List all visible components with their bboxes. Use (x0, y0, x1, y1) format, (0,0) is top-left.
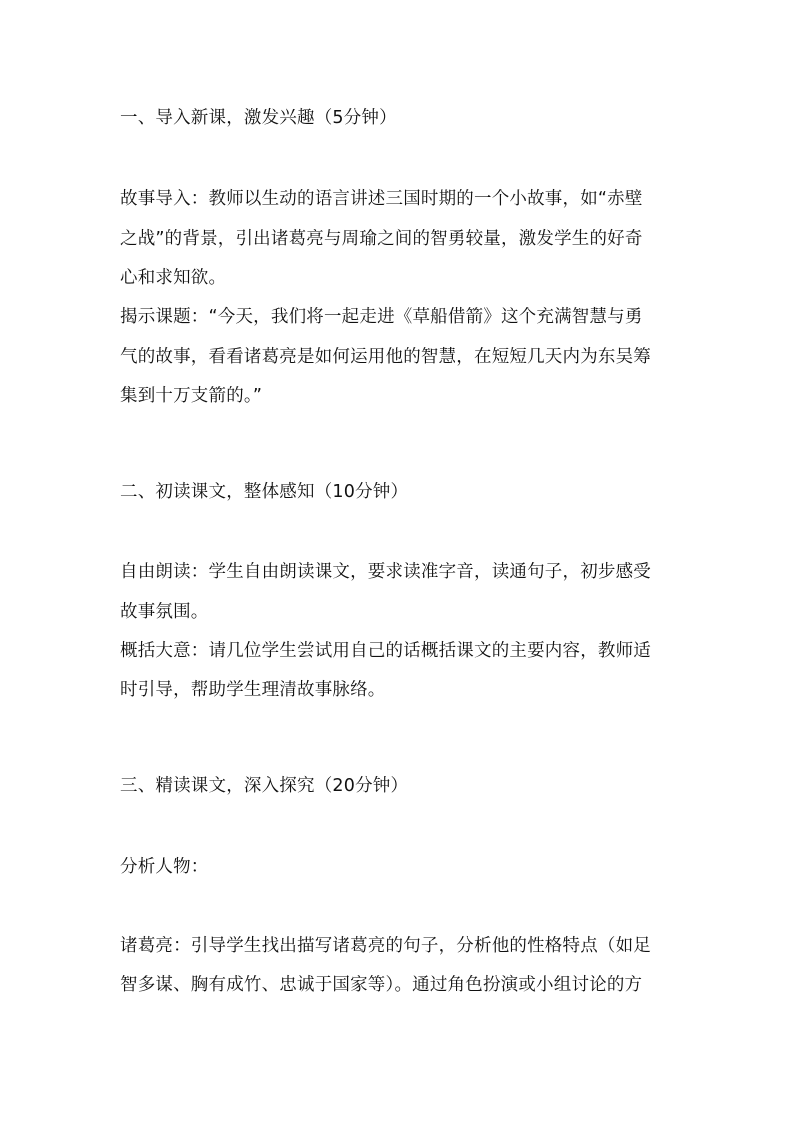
paragraph-summary-line-1: 概括大意：请几位学生尝试用自己的话概括课文的主要内容，教师适 (120, 641, 651, 661)
paragraph-reveal-topic-line-2: 气的故事，看看诸葛亮是如何运用他的智慧，在短短几天内为东吴筹 (120, 347, 651, 367)
section-heading-1: 一、导入新课，激发兴趣（5分钟） (120, 108, 397, 128)
paragraph-story-intro-line-1: 故事导入：教师以生动的语言讲述三国时期的一个小故事，如“赤壁 (120, 189, 643, 209)
paragraph-reveal-topic-line-1: 揭示课题：“今天，我们将一起走进《草船借箭》这个充满智慧与勇 (120, 307, 643, 327)
paragraph-story-intro-line-2: 之战”的背景，引出诸葛亮与周瑜之间的智勇较量，激发学生的好奇 (120, 229, 643, 249)
paragraph-zhuge-liang-line-1: 诸葛亮：引导学生找出描写诸葛亮的句子，分析他的性格特点（如足 (120, 936, 651, 956)
paragraph-summary-line-2: 时引导，帮助学生理清故事脉络。 (120, 680, 386, 700)
paragraph-analyze-characters: 分析人物： (120, 857, 209, 877)
paragraph-reveal-topic-line-3: 集到十万支箭的。” (120, 386, 263, 406)
section-heading-3: 三、精读课文，深入探究（20分钟） (120, 776, 409, 796)
paragraph-free-reading-line-1: 自由朗读：学生自由朗读课文，要求读准字音，读通句子，初步感受 (120, 562, 651, 582)
paragraph-free-reading-line-2: 故事氛围。 (120, 602, 209, 622)
paragraph-zhuge-liang-line-2: 智多谋、胸有成竹、忠诚于国家等）。通过角色扮演或小组讨论的方 (120, 975, 643, 995)
section-heading-2: 二、初读课文，整体感知（10分钟） (120, 482, 409, 502)
paragraph-story-intro-line-3: 心和求知欲。 (120, 268, 227, 288)
